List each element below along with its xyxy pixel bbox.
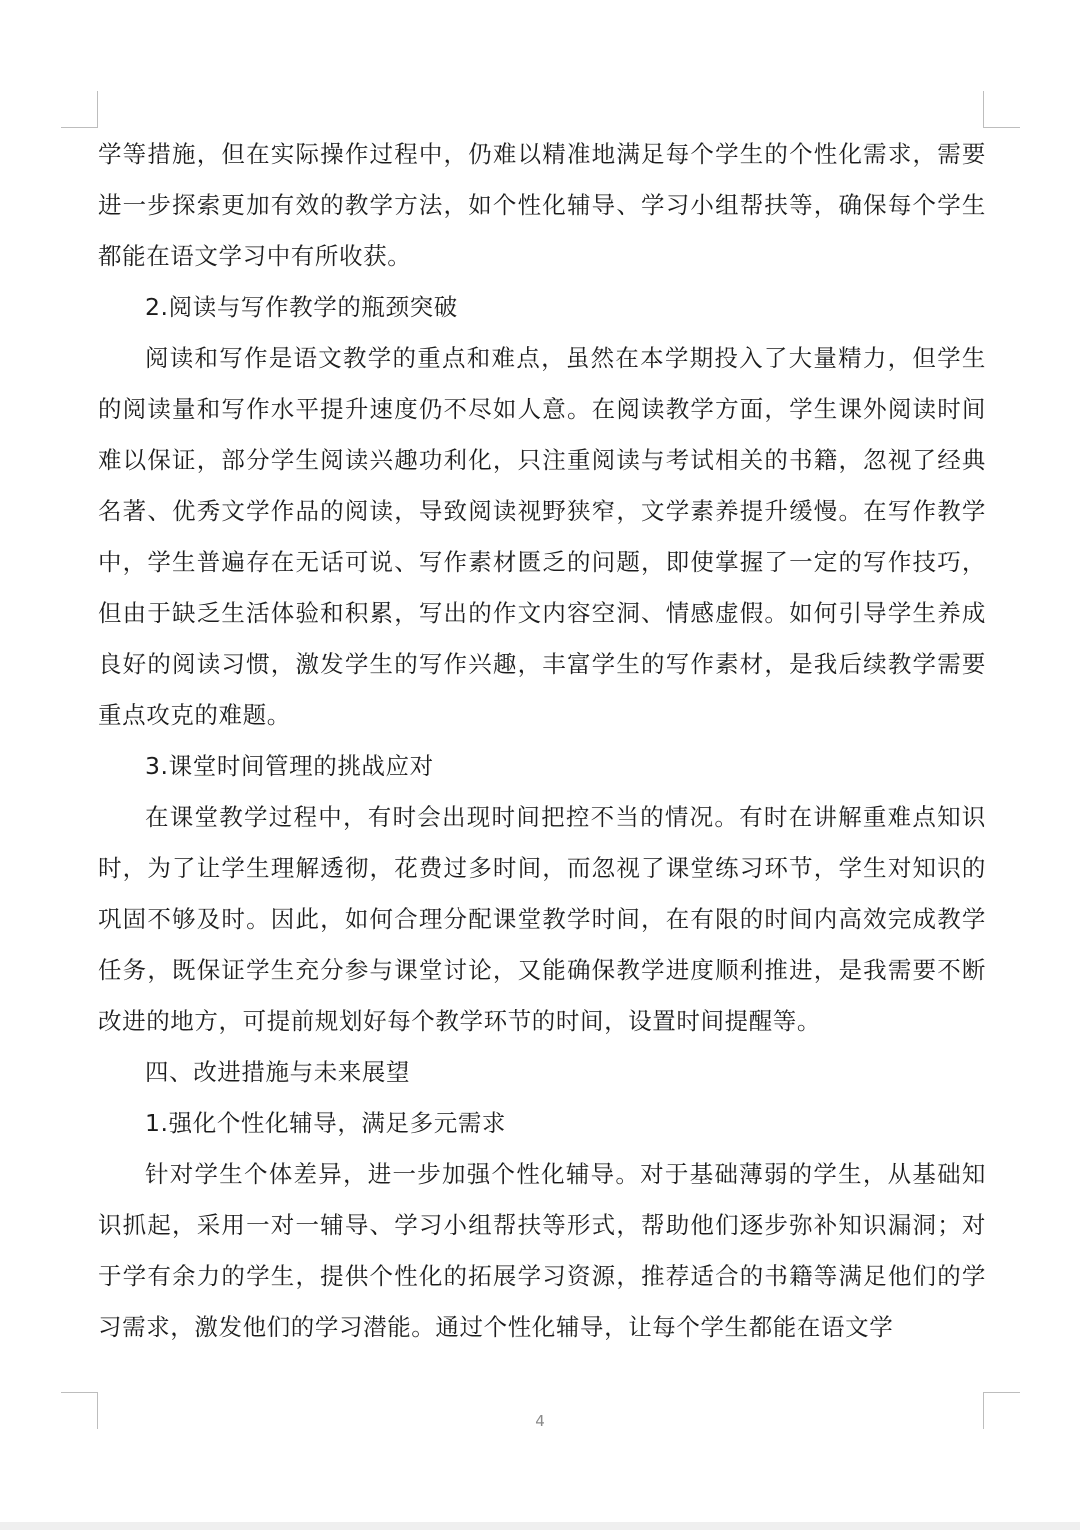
crop-mark-top-right-h <box>983 127 1020 128</box>
crop-mark-bottom-left-h <box>61 1392 98 1393</box>
page-number: 4 <box>535 1412 545 1430</box>
crop-mark-top-right-v <box>983 91 984 128</box>
crop-mark-bottom-right-h <box>983 1392 1020 1393</box>
document-body <box>98 129 986 1353</box>
paragraph-personalized-tutoring: 针对学生个体差异，进一步加强个性化辅导。对于基础薄弱的学生，从基础知识抓起，采用一对一辅导、学习小组帮扶等形式，帮助他们逐步弥补知识漏洞；对于学有余力的学生，提供个性化的拓展学习资源，推荐适合的书籍等满足他们的学习需求，激发他们的学习潜能。通过个性化辅导，让每个学生都能在语文学 <box>98 1160 986 1341</box>
paragraph-continuation: 学等措施，但在实际操作过程中，仍难以精准地满足每个学生的个性化需求，需要进一步探索更加有效的教学方法，如个性化辅导、学习小组帮扶等，确保每个学生都能在语文学习中有所收获。 <box>98 140 986 270</box>
paragraph-reading-writing: 阅读和写作是语文教学的重点和难点，虽然在本学期投入了大量精力，但学生的阅读量和写作水平提升速度仍不尽如人意。在阅读教学方面，学生课外阅读时间难以保证，部分学生阅读兴趣功利化，只注重阅读与考试相关的书籍，忽视了经典名著、优秀文学作品的阅读，导致阅读视野狭窄，文学素养提升缓慢。在写作教学中，学生普遍存在无话可说、写作素材匮乏的问题，即使掌握了一定的写作技巧，但由于缺乏生活体验和积累，写出的作文内容空洞、情感虚假。如何引导学生养成良好的阅读习惯，激发学生的写作兴趣，丰富学生的写作素材，是我后续教学需要重点攻克的难题。 <box>98 344 986 729</box>
viewer-bottom-strip <box>0 1522 1080 1530</box>
section-heading-time-management: 3.课堂时间管理的挑战应对 <box>145 752 434 780</box>
crop-mark-top-left-v <box>97 91 98 128</box>
subsection-heading-personalized-tutoring: 1.强化个性化辅导，满足多元需求 <box>145 1109 507 1137</box>
section-heading-reading-writing: 2.阅读与写作教学的瓶颈突破 <box>145 293 458 321</box>
paragraph-time-management: 在课堂教学过程中，有时会出现时间把控不当的情况。有时在讲解重难点知识时，为了让学生理解透彻，花费过多时间，而忽视了课堂练习环节，学生对知识的巩固不够及时。因此，如何合理分配课堂教学时间，在有限的时间内高效完成教学任务，既保证学生充分参与课堂讨论，又能确保教学进度顺利推进，是我需要不断改进的地方，可提前规划好每个教学环节的时间，设置时间提醒等。 <box>98 803 986 1035</box>
section-heading-improvement: 四、改进措施与未来展望 <box>145 1058 411 1086</box>
crop-mark-top-left-h <box>61 127 98 128</box>
